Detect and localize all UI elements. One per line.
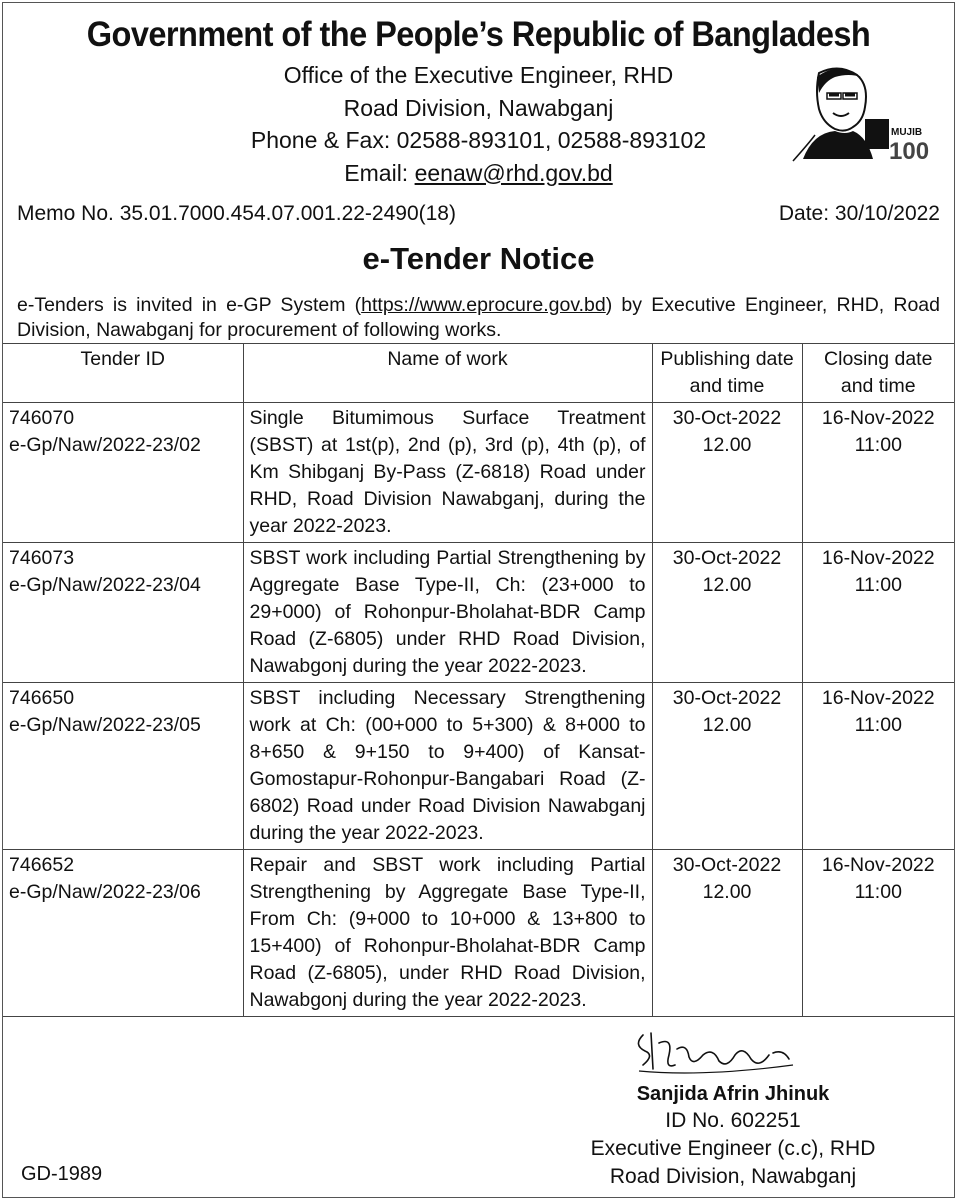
table-row	[3, 683, 954, 850]
publish-cell	[652, 403, 802, 543]
work-description: SBST work including Partial Strengthening by Aggregate Base Type-II, Ch: (23+000 to 29+000) of Rohonpur-Bholahat-BDR Camp Road (Z-6805) under RHD Road Division, Nawabgonj during the year 2022-2023.	[243, 543, 652, 683]
publish-date: 30-Oct-2022	[672, 854, 782, 876]
tender-ref: e-Gp/Naw/2022-23/04	[9, 574, 201, 596]
close-date: 16-Nov-2022	[821, 687, 935, 709]
table-header-row	[3, 344, 954, 403]
government-title: Government of the People’s Republic of Bangladesh	[86, 15, 871, 54]
close-cell	[802, 543, 954, 683]
intro-text-end: ) by Executive Engineer, RHD, Road Division, Nawabganj for procurement of following works.	[17, 294, 940, 341]
notice-title: e-Tender Notice	[362, 241, 595, 276]
header-closing-date: Closing date and time	[802, 344, 954, 403]
table-row	[3, 403, 954, 543]
tender-ref: e-Gp/Naw/2022-23/05	[9, 714, 201, 736]
close-cell	[802, 683, 954, 850]
tender-ref: e-Gp/Naw/2022-23/02	[9, 434, 201, 456]
publish-time: 12.00	[702, 881, 752, 903]
division-name: Road Division, Nawabganj	[343, 94, 614, 121]
office-name: Office of the Executive Engineer, RHD	[283, 62, 674, 88]
tender-id: 746652	[9, 854, 75, 876]
publish-cell	[652, 850, 802, 1017]
publish-date: 30-Oct-2022	[672, 687, 782, 709]
tender-ref: e-Gp/Naw/2022-23/06	[9, 881, 201, 903]
close-cell	[802, 403, 954, 543]
signatory-id: ID No. 602251	[665, 1109, 801, 1132]
publish-date: 30-Oct-2022	[672, 547, 782, 569]
memo-date: Date: 30/10/2022	[778, 202, 940, 225]
work-description: SBST including Necessary Strengthening work at Ch: (00+000 to 5+300) & 8+000 to 8+650 & 9+150 to 9+400) of Kansat-Gomostapur-Rohonpur-Bangabari Road (Z-6802) Road under Road Division Nawabganj during the year 2022-2023.	[243, 683, 652, 850]
tender-id-cell	[3, 543, 243, 683]
table-row	[3, 543, 954, 683]
tender-id: 746073	[9, 547, 75, 569]
publish-time: 12.00	[702, 714, 752, 736]
header-tender-id: Tender ID	[3, 344, 243, 403]
close-date: 16-Nov-2022	[821, 854, 935, 876]
publish-cell	[652, 543, 802, 683]
tender-id-cell	[3, 683, 243, 850]
tender-id-cell	[3, 850, 243, 1017]
tender-notice-page	[2, 2, 955, 1198]
eprocure-link[interactable]: https://www.eprocure.gov.bd	[361, 294, 606, 316]
close-date: 16-Nov-2022	[821, 407, 935, 429]
close-cell	[802, 850, 954, 1017]
gd-reference: GD-1989	[21, 1163, 103, 1185]
header-publishing-date: Publishing date and time	[652, 344, 802, 403]
signatory-office: Road Division, Nawabganj	[609, 1165, 857, 1188]
intro-text-start: e-Tenders is invited in e-GP System (	[17, 294, 362, 316]
close-time: 11:00	[854, 881, 902, 903]
memo-row	[17, 202, 940, 226]
tender-table	[3, 343, 954, 1017]
publish-cell	[652, 683, 802, 850]
intro-paragraph	[17, 293, 940, 343]
signatory-designation: Executive Engineer (c.c), RHD	[590, 1137, 876, 1160]
close-date: 16-Nov-2022	[821, 547, 935, 569]
work-description: Single Bitumimous Surface Treatment (SBST) at 1st(p), 2nd (p), 3rd (p), 4th (p), of Km Shibganj By-Pass (Z-6818) Road under RHD, Road Division Nawabganj, during the year 2022-2023.	[243, 403, 652, 543]
signature-block	[563, 1025, 903, 1191]
signatory-name: Sanjida Afrin Jhinuk	[636, 1083, 830, 1105]
publish-time: 12.00	[702, 434, 752, 456]
publish-time: 12.00	[702, 574, 752, 596]
publish-date: 30-Oct-2022	[672, 407, 782, 429]
phone-fax: Phone & Fax: 02588-893101, 02588-893102	[250, 127, 707, 153]
close-time: 11:00	[854, 434, 902, 456]
table-row	[3, 850, 954, 1017]
svg-text:100: 100	[889, 138, 929, 165]
email-label: Email:	[344, 159, 415, 186]
header-name-of-work: Name of work	[243, 344, 652, 403]
email-link[interactable]: eenaw@rhd.gov.bd	[414, 159, 613, 186]
mujib-100-emblem-icon	[789, 63, 929, 165]
close-time: 11:00	[854, 574, 902, 596]
close-time: 11:00	[854, 714, 902, 736]
handwritten-signature-icon	[603, 1025, 803, 1081]
tender-id: 746070	[9, 407, 75, 429]
tender-id: 746650	[9, 687, 75, 709]
work-description: Repair and SBST work including Partial Strengthening by Aggregate Base Type-II, From Ch: (9+000 to 10+000 & 13+800 to 15+400) of Rohonpur-Bholahat-BDR Camp Road (Z-6805), under RHD Road Division, Nawabgonj during the year 2022-2023.	[243, 850, 652, 1017]
memo-number: Memo No. 35.01.7000.454.07.001.22-2490(18)	[17, 202, 456, 225]
tender-id-cell	[3, 403, 243, 543]
svg-text:MUJIB: MUJIB	[891, 127, 923, 138]
